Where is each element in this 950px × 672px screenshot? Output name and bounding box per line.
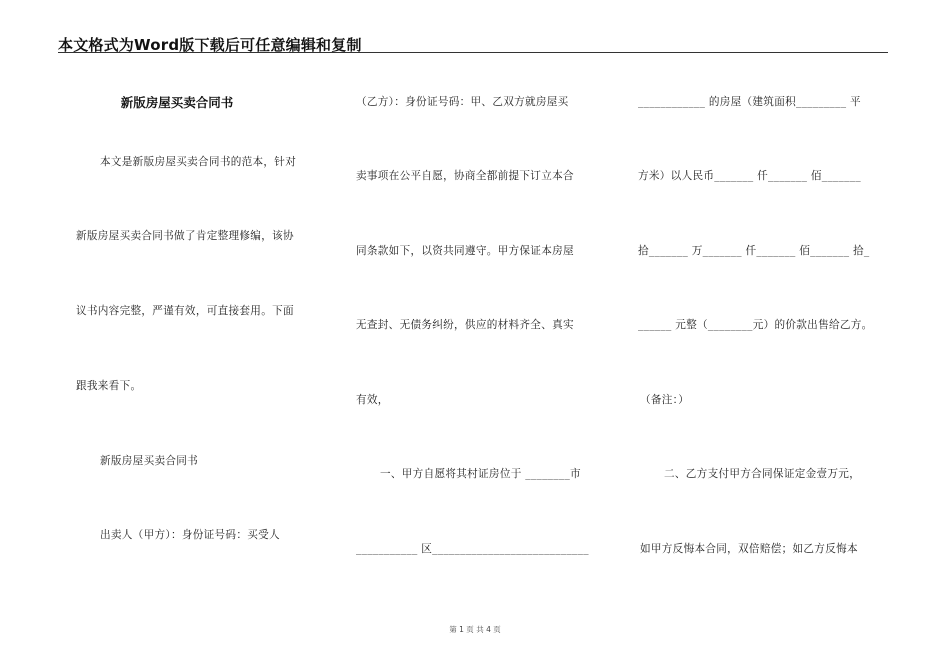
paragraph-line: 方米）以人民币_______ 仟_______ 佰_______: [638, 170, 861, 182]
paragraph-line: 新版房屋买卖合同书: [100, 455, 199, 467]
page-footer: 第 1 页 共 4 页: [449, 625, 501, 634]
paragraph-line: ____________ 的房屋（建筑面积_________ 平: [638, 96, 861, 108]
paragraph-line: ___________ 区____________________________: [356, 543, 589, 555]
paragraph-line: 出卖人（甲方）：身份证号码：买受人: [100, 529, 280, 541]
column-1: [62, 0, 327, 672]
paragraph-line: 同条款如下，以资共同遵守。甲方保证本房屋: [356, 245, 574, 257]
paragraph-line: （乙方）：身份证号码：甲、乙双方就房屋买: [356, 96, 569, 108]
page-header: 本文格式为Word版下载后可任意编辑和复制: [58, 36, 362, 54]
paragraph-line: 无查封、无债务纠纷，供应的材料齐全、真实: [356, 319, 574, 331]
paragraph-line: 有效，: [356, 394, 389, 406]
paragraph-line: 新版房屋买卖合同书做了肯定整理修编，该协: [76, 230, 294, 242]
paragraph-line: 本文是新版房屋买卖合同书的范本，针对: [100, 156, 297, 168]
paragraph-line: 一、甲方自愿将其村证房位于 ________市: [380, 468, 581, 480]
paragraph-line: （备注：）: [640, 394, 690, 406]
document-title: 新版房屋买卖合同书: [120, 95, 234, 110]
column-2: [352, 0, 607, 672]
paragraph-line: 卖事项在公平自愿，协商全都前提下订立本合: [356, 170, 574, 182]
paragraph-line: 二、乙方支付甲方合同保证定金壹万元，: [664, 468, 861, 480]
paragraph-line: 拾_______ 万_______ 仟_______ 佰_______ 拾_: [638, 245, 870, 257]
paragraph-line: 如甲方反悔本合同，双倍赔偿；如乙方反悔本: [640, 543, 858, 555]
paragraph-line: 跟我来看下。: [76, 380, 142, 392]
paragraph-line: 议书内容完整，严谨有效，可直接套用。下面: [76, 305, 294, 317]
paragraph-line: ______ 元整（________元）的价款出售给乙方。: [638, 319, 873, 331]
column-3: [636, 0, 896, 672]
